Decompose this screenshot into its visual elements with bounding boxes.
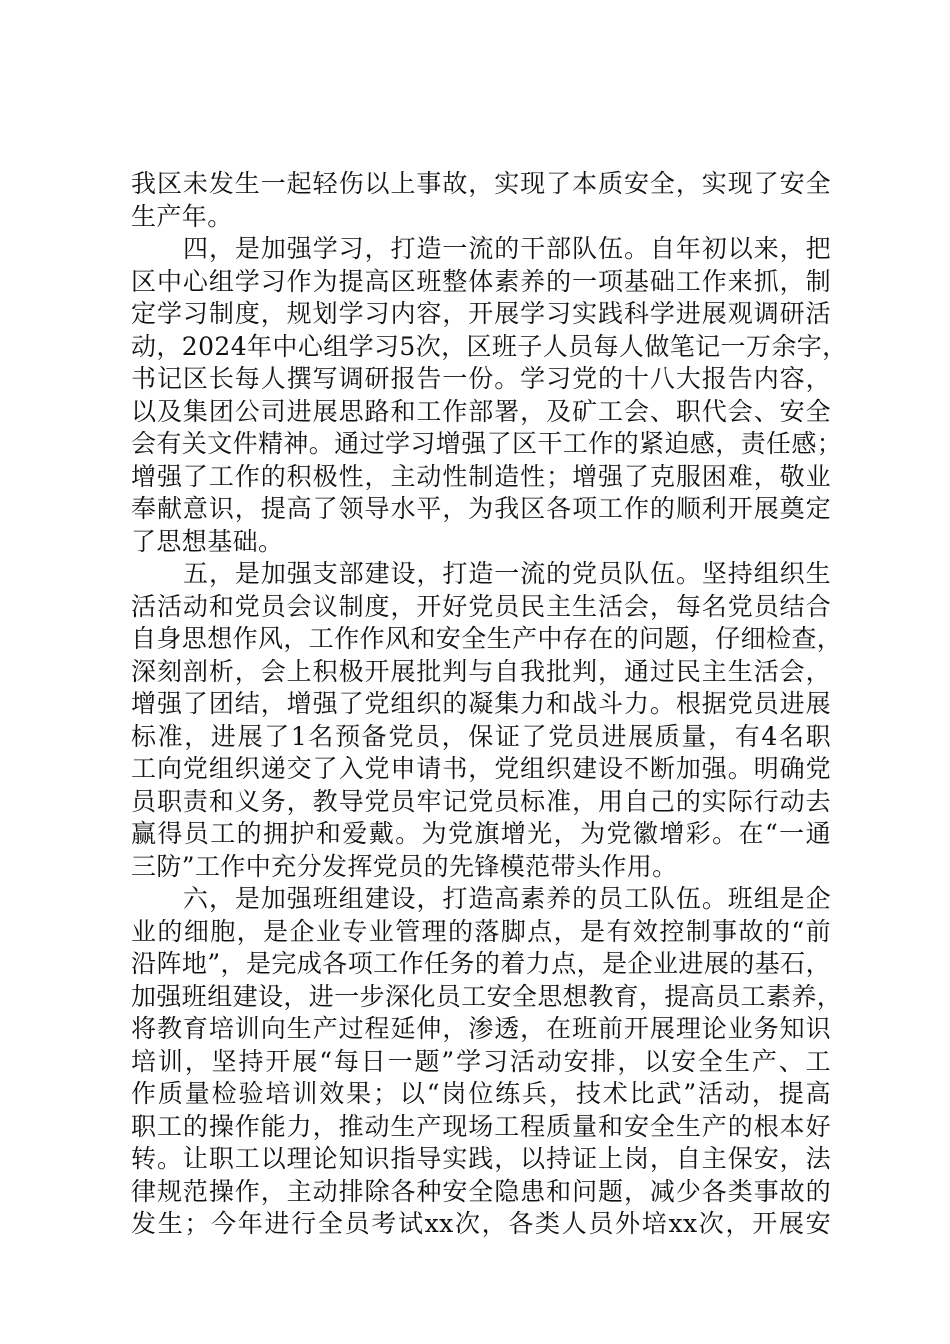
text-line: 培训，坚持开展“每日一题”学习活动安排，以安全生产、工 <box>131 1046 831 1076</box>
text-line: 律规范操作，主动排除各种安全隐患和问题，减少各类事故的 <box>131 1176 831 1206</box>
text-line: 书记区长每人撰写调研报告一份。学习党的十八大报告内容， <box>131 364 831 393</box>
text-line: 标准，进展了1名预备党员，保证了党员进展质量，有4名职 <box>131 721 831 751</box>
text-line: 生产年。 <box>131 201 233 231</box>
text-line: 深刻剖析，会上积极开展批判与自我批判，通过民主生活会， <box>131 656 831 686</box>
text-line: 将教育培训向生产过程延伸，渗透，在班前开展理论业务知识 <box>131 1014 831 1043</box>
text-line: 员职责和义务，教导党员牢记党员标准，用自己的实际行动去 <box>131 786 831 816</box>
text-line: 职工的操作能力，推动生产现场工程质量和安全生产的根本好 <box>131 1111 831 1141</box>
text-line: 工向党组织递交了入党申请书，党组织建设不断加强。明确党 <box>131 754 831 783</box>
text-line: 作质量检验培训效果；以“岗位练兵，技术比武”活动，提高 <box>131 1079 831 1108</box>
paragraph-start-line: 五，是加强支部建设，打造一流的党员队伍。坚持组织生 <box>183 559 831 588</box>
text-line: 自身思想作风，工作作风和安全生产中存在的问题，仔细检查， <box>131 624 843 653</box>
text-line: 以及集团公司进展思路和工作部署，及矿工会、职代会、安全 <box>131 396 831 426</box>
text-line: 增强了工作的积极性，主动性制造性；增强了克服困难，敬业 <box>131 461 831 491</box>
text-line: 业的细胞，是企业专业管理的落脚点，是有效控制事故的“前 <box>131 916 831 946</box>
text-line: 加强班组建设，进一步深化员工安全思想教育，提高员工素养， <box>131 981 843 1011</box>
text-line: 了思想基础。 <box>131 526 284 556</box>
text-line: 沿阵地”，是完成各项工作任务的着力点，是企业进展的基石， <box>131 949 831 978</box>
paragraph-start-line: 四，是加强学习，打造一流的干部队伍。自年初以来，把 <box>183 234 831 263</box>
text-line: 增强了团结，增强了党组织的凝集力和战斗力。根据党员进展 <box>131 689 831 718</box>
text-line: 会有关文件精神。通过学习增强了区干工作的紧迫感，责任感； <box>131 429 843 458</box>
text-line: 动，2024年中心组学习5次，区班子人员每人做笔记一万余字， <box>131 331 848 361</box>
text-line: 区中心组学习作为提高区班整体素养的一项基础工作来抓，制 <box>131 266 831 296</box>
paragraph-start-line: 六，是加强班组建设，打造高素养的员工队伍。班组是企 <box>183 884 831 913</box>
text-line: 活活动和党员会议制度，开好党员民主生活会，每名党员结合 <box>131 591 831 621</box>
text-line: 转。让职工以理论知识指导实践，以持证上岗，自主保安，法 <box>131 1144 831 1173</box>
text-line: 赢得员工的拥护和爱戴。为党旗增光，为党徽增彩。在“一通 <box>131 819 831 848</box>
text-line: 我区未发生一起轻伤以上事故，实现了本质安全，实现了安全 <box>131 169 831 198</box>
text-line: 发生；今年进行全员考试xx次，各类人员外培xx次，开展安 <box>131 1209 831 1238</box>
text-line: 定学习制度，规划学习内容，开展学习实践科学进展观调研活 <box>131 299 831 328</box>
text-line: 奉献意识，提高了领导水平，为我区各项工作的顺利开展奠定 <box>131 494 831 523</box>
document-body <box>131 168 848 1241</box>
text-line: 三防”工作中充分发挥党员的先锋模范带头作用。 <box>131 851 678 881</box>
